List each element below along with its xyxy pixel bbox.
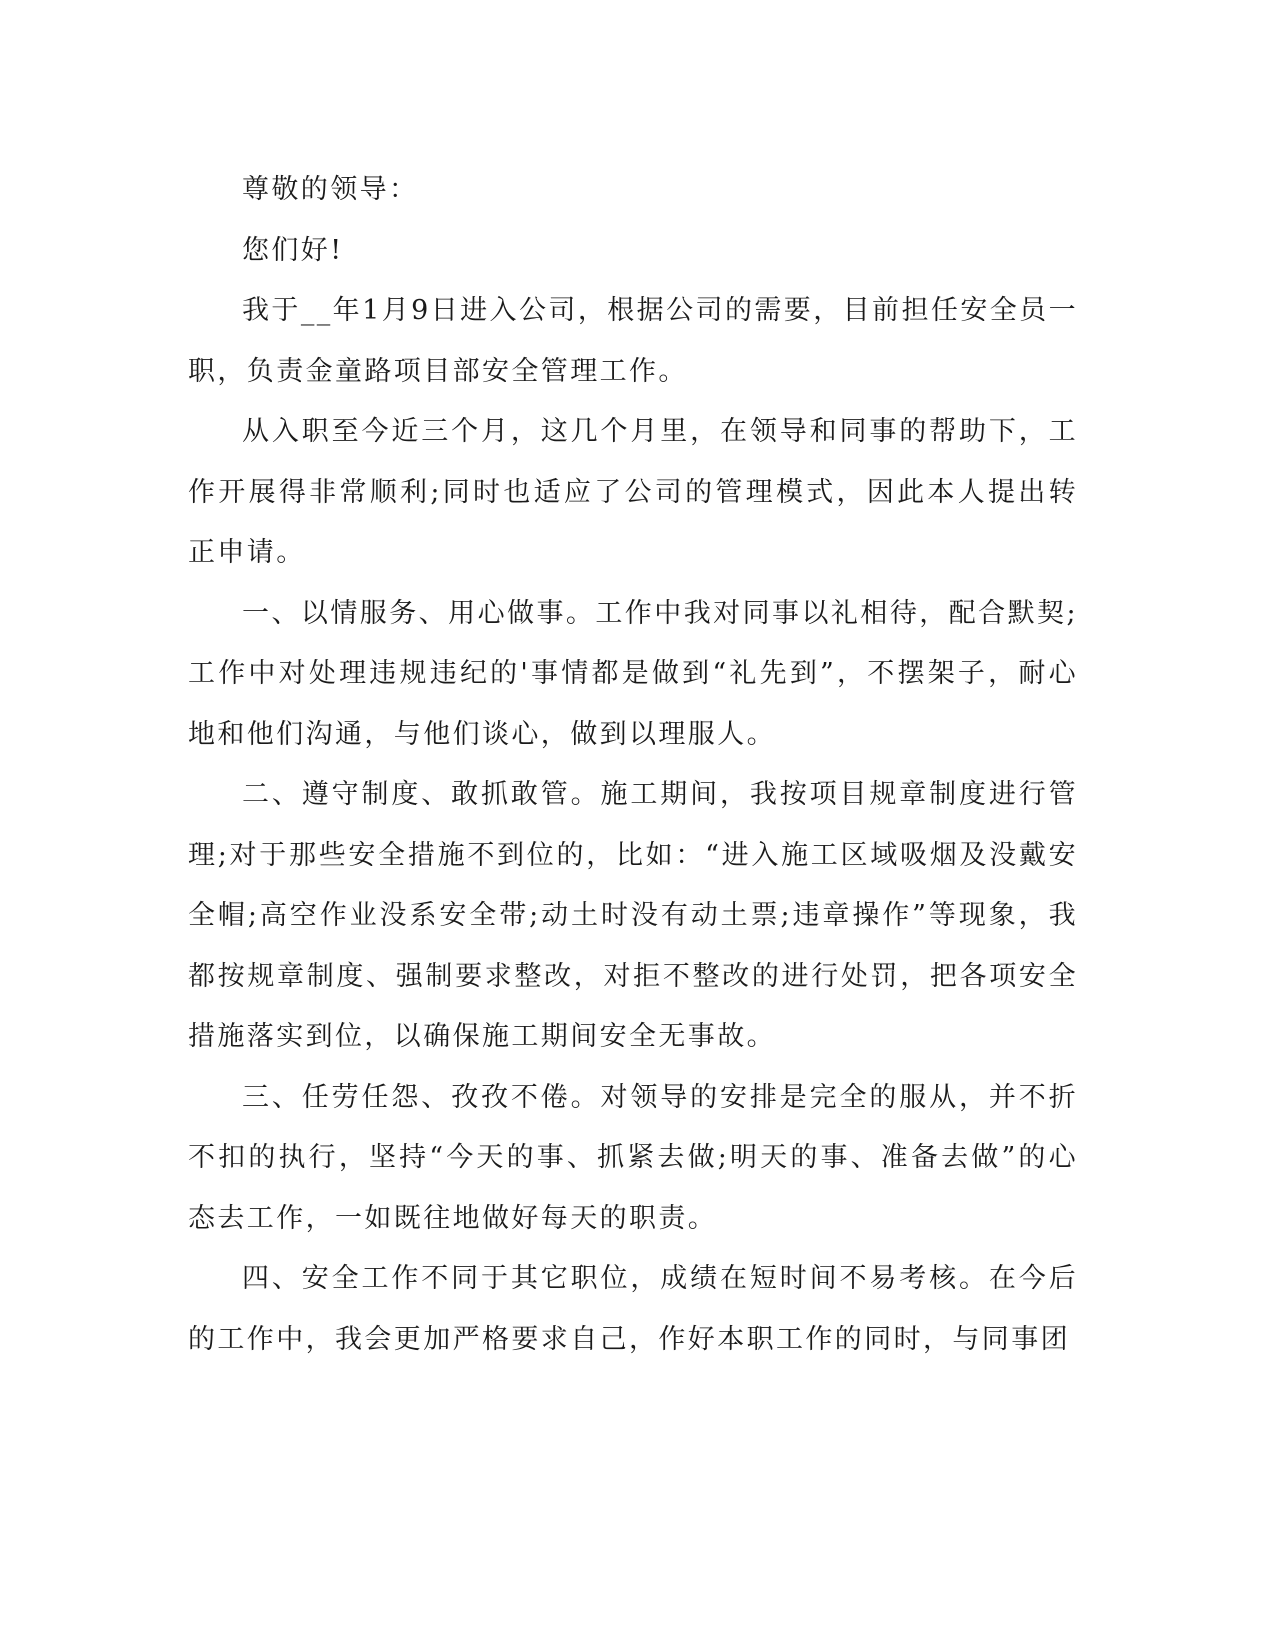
paragraph-point-3: 三、任劳任怨、孜孜不倦。对领导的安排是完全的服从，并不折不扣的执行，坚持“今天的事、抓紧去做;明天的事、准备去做”的心态去工作，一如既往地做好每天的职责。 <box>188 1081 1078 1234</box>
paragraph-point-4: 四、安全工作不同于其它职位，成绩在短时间不易考核。在今后的工作中，我会更加严格要求自己，作好本职工作的同时，与同事团 <box>188 1263 1078 1355</box>
paragraph-point-2: 二、遵守制度、敢抓敢管。施工期间，我按项目规章制度进行管理;对于那些安全措施不到位的，比如：“进入施工区域吸烟及没戴安全帽;高空作业没系安全带;动土时没有动土票;违章操作”等现象，我都按规章制度、强制要求整改，对拒不整改的进行处罚，把各项安全措施落实到位，以确保施工期间安全无事故。 <box>188 779 1078 1052</box>
paragraph-point-1: 一、以情服务、用心做事。工作中我对同事以礼相待，配合默契;工作中对处理违规违纪的'事情都是做到“礼先到”，不摆架子，耐心地和他们沟通，与他们谈心，做到以理服人。 <box>188 597 1078 750</box>
letter-body <box>188 160 1078 1370</box>
paragraph-intro: 我于__年1月9日进入公司，根据公司的需要，目前担任安全员一职，负责金童路项目部安全管理工作。 <box>188 295 1078 387</box>
greeting: 您们好! <box>242 234 344 266</box>
paragraph-probation: 从入职至今近三个月，这几个月里，在领导和同事的帮助下，工作开展得非常顺利;同时也适应了公司的管理模式，因此本人提出转正申请。 <box>188 416 1078 568</box>
salutation: 尊敬的领导： <box>242 174 419 205</box>
